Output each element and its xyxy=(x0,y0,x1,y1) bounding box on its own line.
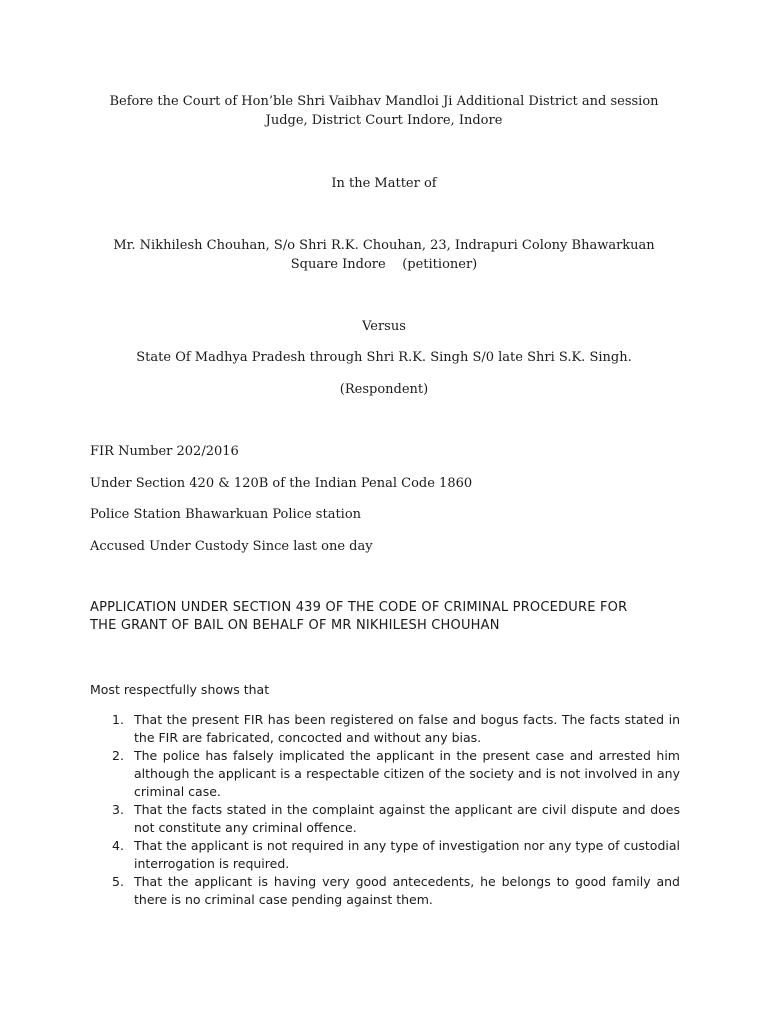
list-item-text: That the applicant is having very good antecedents, he belongs to good family and there is no criminal case pending against them. xyxy=(134,874,680,907)
petitioner-line2: Square Indore (petitioner) xyxy=(290,257,478,272)
police-station: Police Station Bhawarkuan Police station xyxy=(90,507,362,522)
list-item xyxy=(90,837,680,873)
fir-number: FIR Number 202/2016 xyxy=(90,444,239,459)
penal-section: Under Section 420 & 120B of the Indian Penal Code 1860 xyxy=(90,476,473,491)
court-heading-line2: Judge, District Court Indore, Indore xyxy=(265,113,503,128)
court-heading-line1: Before the Court of Hon’ble Shri Vaibhav Mandloi Ji Additional District and session xyxy=(109,94,659,109)
list-item-number: 4. xyxy=(112,838,124,853)
respondent-line: State Of Madhya Pradesh through Shri R.K. Singh S/0 late Shri S.K. Singh. xyxy=(136,350,632,365)
intro-text: Most respectfully shows that xyxy=(90,682,270,697)
list-item-number: 2. xyxy=(112,748,124,763)
list-item-number: 5. xyxy=(112,874,124,889)
list-item-text: That the applicant is not required in any type of investigation nor any type of custodial interrogation is required. xyxy=(134,838,680,871)
list-item-text: That the facts stated in the complaint against the applicant are civil dispute and does not constitute any criminal offence. xyxy=(134,802,680,835)
grounds-list xyxy=(90,711,680,909)
list-item-text: The police has falsely implicated the applicant in the present case and arrested him although the applicant is a respectable citizen of the society and is not involved in any criminal case. xyxy=(134,748,680,799)
list-item xyxy=(90,873,680,909)
petitioner-line1: Mr. Nikhilesh Chouhan, S/o Shri R.K. Chouhan, 23, Indrapuri Colony Bhawarkuan xyxy=(113,238,655,253)
versus-label: Versus xyxy=(362,319,406,334)
list-item xyxy=(90,747,680,801)
list-item-text: That the present FIR has been registered on false and bogus facts. The facts stated in the FIR are fabricated, concocted and without any bias. xyxy=(134,712,680,745)
list-item xyxy=(90,801,680,837)
custody-status: Accused Under Custody Since last one day xyxy=(90,539,373,554)
matter-title: In the Matter of xyxy=(331,176,437,191)
application-title-line2: THE GRANT OF BAIL ON BEHALF OF MR NIKHILESH CHOUHAN xyxy=(90,618,500,633)
petitioner-block xyxy=(80,236,688,274)
court-heading xyxy=(80,92,688,130)
list-item-number: 1. xyxy=(112,712,124,727)
respondent-label: (Respondent) xyxy=(339,382,429,397)
list-item-number: 3. xyxy=(112,802,124,817)
application-title xyxy=(90,599,710,635)
application-title-line1: APPLICATION UNDER SECTION 439 OF THE CODE OF CRIMINAL PROCEDURE FOR xyxy=(90,600,628,615)
list-item xyxy=(90,711,680,747)
